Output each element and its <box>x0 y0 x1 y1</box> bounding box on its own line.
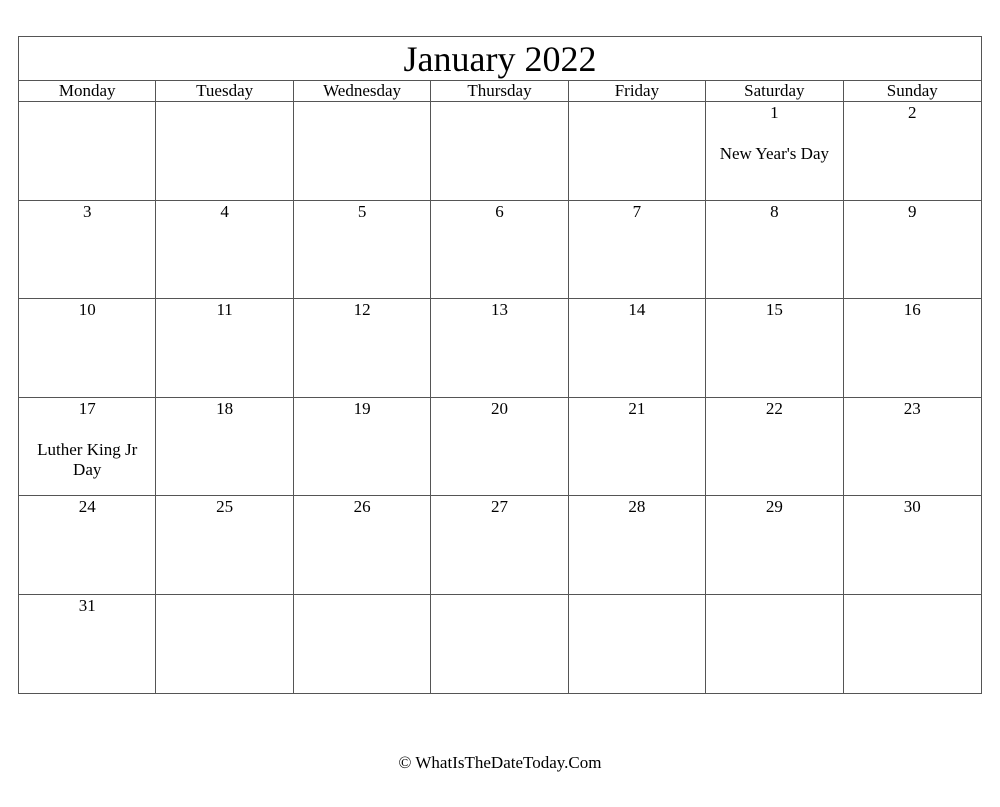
day-cell <box>294 496 431 595</box>
day-cell <box>431 201 568 300</box>
day-cell <box>844 201 981 300</box>
calendar-grid <box>19 102 981 693</box>
day-number <box>294 103 430 123</box>
day-number: 6 <box>495 201 504 221</box>
day-number: 12 <box>353 300 371 319</box>
day-number <box>844 596 981 616</box>
day-number: 22 <box>765 398 783 418</box>
day-number <box>294 596 430 616</box>
weekday-sunday: Sunday <box>886 81 938 100</box>
day-number: 17 <box>78 398 96 418</box>
day-number: 18 <box>216 398 234 418</box>
day-cell <box>706 595 843 694</box>
day-cell <box>156 201 293 300</box>
day-number: 2 <box>908 103 917 122</box>
day-cell <box>19 102 156 201</box>
day-cell <box>156 496 293 595</box>
day-cell <box>844 496 981 595</box>
day-cell <box>431 398 568 497</box>
day-number <box>431 103 567 123</box>
day-cell <box>19 595 156 694</box>
day-cell <box>844 299 981 398</box>
day-number: 8 <box>770 201 779 221</box>
day-number: 20 <box>490 398 508 418</box>
day-cell <box>569 201 706 300</box>
day-cell <box>156 102 293 201</box>
day-number <box>706 596 842 616</box>
day-number: 28 <box>628 497 646 516</box>
day-number: 14 <box>628 300 646 319</box>
day-cell <box>19 299 156 398</box>
day-cell <box>19 496 156 595</box>
day-number <box>19 103 155 123</box>
day-cell <box>844 595 981 694</box>
day-cell <box>569 496 706 595</box>
day-number <box>569 596 705 616</box>
day-number: 9 <box>908 201 917 221</box>
day-cell <box>431 299 568 398</box>
day-number: 27 <box>490 497 508 516</box>
day-number: 11 <box>216 300 233 319</box>
day-number: 5 <box>357 201 367 221</box>
month-title: January 2022 <box>19 37 981 81</box>
day-number: 4 <box>220 201 229 221</box>
day-cell <box>294 595 431 694</box>
day-number: 1 <box>770 103 779 122</box>
day-cell <box>569 299 706 398</box>
holiday-label: Luther King Jr Day <box>37 439 138 479</box>
day-number <box>431 596 567 616</box>
day-number: 7 <box>632 201 642 221</box>
weekday-monday: Monday <box>19 81 156 101</box>
day-cell <box>431 496 568 595</box>
day-number: 31 <box>78 595 96 615</box>
day-cell <box>844 102 981 201</box>
day-cell <box>156 398 293 497</box>
day-number: 21 <box>628 398 646 418</box>
day-cell <box>844 398 981 497</box>
weekday-tuesday: Tuesday <box>156 81 293 101</box>
day-cell <box>294 102 431 201</box>
weekday-thursday: Thursday <box>431 81 568 101</box>
day-cell <box>706 102 843 201</box>
day-number: 19 <box>353 398 371 418</box>
day-number: 13 <box>490 300 508 319</box>
weekday-friday: Friday <box>569 81 706 101</box>
holiday-label: New Year's Day <box>719 144 829 163</box>
day-number <box>156 103 292 123</box>
day-cell <box>19 398 156 497</box>
day-number: 16 <box>903 300 921 319</box>
weekday-wednesday: Wednesday <box>294 81 431 101</box>
day-cell <box>706 398 843 497</box>
day-number: 3 <box>82 201 92 221</box>
day-cell <box>431 595 568 694</box>
day-number: 25 <box>216 497 234 516</box>
day-cell <box>706 496 843 595</box>
day-cell <box>706 201 843 300</box>
day-cell <box>569 398 706 497</box>
day-number <box>156 596 292 616</box>
day-number: 15 <box>765 300 783 319</box>
day-number: 30 <box>903 497 921 516</box>
copyright-footer: © WhatIsTheDateToday.Com <box>398 753 602 772</box>
day-number: 29 <box>765 497 783 516</box>
day-cell <box>19 201 156 300</box>
day-number: 23 <box>903 398 921 418</box>
day-number: 26 <box>353 497 371 516</box>
day-cell <box>706 299 843 398</box>
day-number: 24 <box>78 497 96 516</box>
day-cell <box>294 201 431 300</box>
day-cell <box>294 398 431 497</box>
day-cell <box>156 595 293 694</box>
day-number: 10 <box>78 300 96 319</box>
day-number <box>569 103 705 123</box>
day-cell <box>294 299 431 398</box>
day-cell <box>569 595 706 694</box>
weekday-saturday: Saturday <box>706 81 843 101</box>
calendar <box>18 36 982 694</box>
day-cell <box>431 102 568 201</box>
day-cell <box>156 299 293 398</box>
day-cell <box>569 102 706 201</box>
weekday-header-row <box>19 81 981 102</box>
